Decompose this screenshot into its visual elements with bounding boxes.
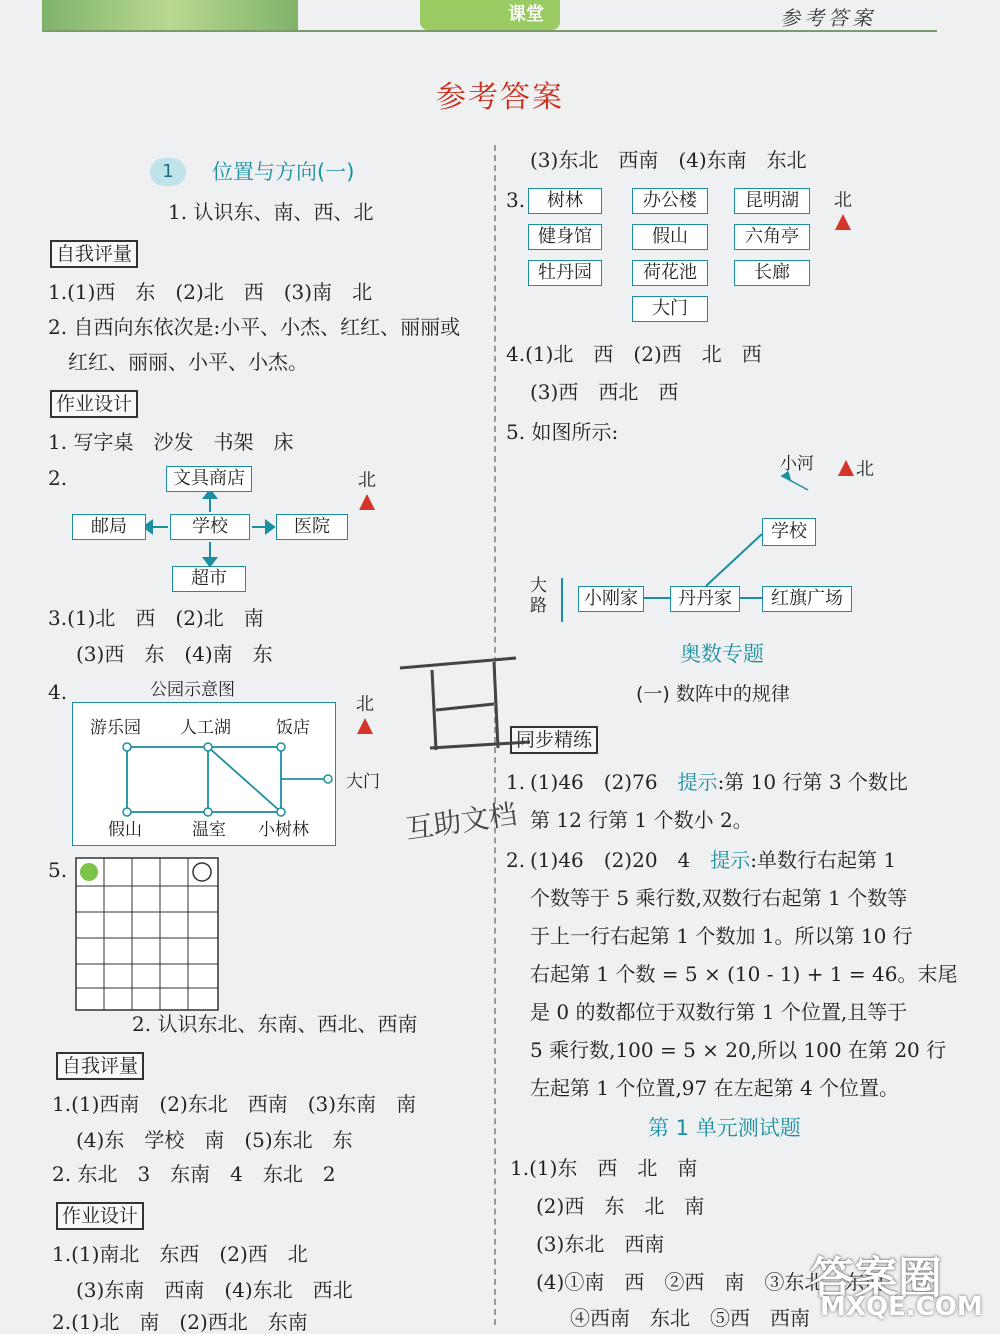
map2-box: 文具商店 bbox=[166, 466, 252, 492]
hint-label: 提示 bbox=[710, 848, 751, 872]
answer-line: 红红、丽丽、小平、小杰。 bbox=[68, 350, 308, 374]
header-right-title: 参考答案 bbox=[780, 6, 876, 30]
answer-line: 2.(1)北 南 (2)西北 东南 bbox=[52, 1310, 308, 1334]
section-box-label: 作业设计 bbox=[56, 1202, 144, 1230]
question-number: 1. bbox=[506, 770, 526, 794]
answer-line: 5 乘行数,100 = 5 × 20,所以 100 在第 20 行 bbox=[530, 1038, 947, 1062]
section-title: 2. 认识东北、东南、西北、西南 bbox=[132, 1012, 418, 1036]
brand-text: 课堂 bbox=[508, 4, 544, 25]
grid3-box: 长廊 bbox=[734, 260, 810, 286]
section-box-label: 同步精练 bbox=[510, 726, 598, 754]
section-box-label: 自我评量 bbox=[56, 1052, 144, 1080]
question-number: 5. bbox=[48, 858, 68, 882]
grid3-box: 健身馆 bbox=[528, 224, 602, 250]
grid3-box: 牡丹园 bbox=[528, 260, 602, 286]
answer-line: (4)东 学校 南 (5)东北 东 bbox=[76, 1128, 353, 1152]
map5-box: 学校 bbox=[762, 518, 816, 546]
question-number: 4. bbox=[48, 680, 68, 704]
answer-text: :第 10 行第 3 个数比 bbox=[717, 770, 908, 794]
answer-line: 是 0 的数都位于双数行第 1 个位置,且等于 bbox=[530, 1000, 908, 1024]
answer-line: 2. 东北 3 东南 4 东北 2 bbox=[52, 1162, 336, 1186]
map2-box: 医院 bbox=[276, 514, 348, 540]
answer-line: 于上一行右起第 1 个数加 1。所以第 10 行 bbox=[530, 924, 913, 948]
watermark-url: MXQE.COM bbox=[820, 1292, 983, 1322]
park-place: 人工湖 bbox=[180, 718, 231, 738]
question-number: 2. bbox=[506, 848, 526, 872]
answer-text: :单数行右起第 1 bbox=[750, 848, 897, 872]
park-caption: 公园示意图 bbox=[150, 680, 235, 700]
answer-text: (1)46 (2)76 bbox=[530, 770, 678, 794]
map2-box: 超市 bbox=[172, 566, 246, 592]
question-number: 2. bbox=[48, 466, 68, 490]
stamp-text: 互助文档 bbox=[403, 797, 519, 846]
map5-river: 小河 bbox=[780, 454, 814, 474]
north-label: 北 bbox=[358, 470, 376, 491]
park-place: 饭店 bbox=[276, 718, 310, 738]
grid3-box: 假山 bbox=[632, 224, 708, 250]
grid3-box: 树林 bbox=[528, 188, 602, 214]
answer-line: 1.(1)西 东 (2)北 西 (3)南 北 bbox=[48, 280, 373, 304]
answer-line: 左起第 1 个位置,97 在左起第 4 个位置。 bbox=[530, 1076, 900, 1100]
grid3-box: 大门 bbox=[632, 296, 708, 322]
answer-line: (3)东北 西南 bbox=[536, 1232, 665, 1256]
answer-line: 1.(1)东 西 北 南 bbox=[510, 1156, 698, 1180]
grid3-box: 荷花池 bbox=[632, 260, 708, 286]
olympiad-title: 奥数专题 bbox=[680, 642, 764, 666]
north-label: 北 bbox=[834, 190, 852, 211]
unit-badge: 1 bbox=[150, 158, 186, 186]
north-label: 北 bbox=[356, 694, 374, 715]
answer-line: 2. 自西向东依次是:小平、小杰、红红、丽丽或 bbox=[48, 315, 461, 339]
answer-line: (3)东南 西南 (4)东北 西北 bbox=[76, 1278, 353, 1302]
hint-label: 提示 bbox=[677, 770, 718, 794]
answer-line: 3.(1)北 西 (2)北 南 bbox=[48, 606, 264, 630]
answer-line: (3)东北 西南 (4)东南 东北 bbox=[530, 148, 807, 172]
park-gate: 大门 bbox=[346, 772, 380, 792]
answer-line: 4.(1)北 西 (2)西 北 西 bbox=[506, 342, 762, 366]
watermark-logo: 答案圈 bbox=[810, 1253, 942, 1304]
park-place: 假山 bbox=[108, 820, 142, 840]
page-title: 参考答案 bbox=[436, 80, 564, 115]
unit-title: 位置与方向(一) bbox=[212, 160, 355, 184]
answer-line: (3)西 西北 西 bbox=[530, 380, 679, 404]
answer-line: 1. 写字桌 沙发 书架 床 bbox=[48, 430, 294, 454]
park-place: 温室 bbox=[192, 820, 226, 840]
map5-box: 小刚家 bbox=[578, 586, 644, 612]
answer-line: 右起第 1 个数 = 5 × (10 - 1) + 1 = 46。末尾 bbox=[530, 962, 958, 986]
grid3-box: 昆明湖 bbox=[734, 188, 810, 214]
answer-line: 个数等于 5 乘行数,双数行右起第 1 个数等 bbox=[530, 886, 908, 910]
question-number: 3. bbox=[506, 188, 526, 212]
section-box-label: 作业设计 bbox=[50, 390, 138, 418]
park-place: 小树林 bbox=[258, 820, 309, 840]
grid3-box: 办公楼 bbox=[632, 188, 708, 214]
answer-line: ④西南 东北 ⑤西 西南 bbox=[570, 1306, 810, 1330]
answer-line: (2)西 东 北 南 bbox=[536, 1194, 705, 1218]
map5-road: 大路 bbox=[530, 576, 547, 616]
north-label: 北 bbox=[856, 459, 874, 480]
section-box-label: 自我评量 bbox=[50, 240, 138, 268]
answer-line: 1.(1)南北 东西 (2)西 北 bbox=[52, 1242, 308, 1266]
grid3-box: 六角亭 bbox=[734, 224, 810, 250]
test-title: 第 1 单元测试题 bbox=[648, 1116, 801, 1140]
map5-box: 丹丹家 bbox=[670, 586, 740, 612]
answer-line: 1.(1)西南 (2)东北 西南 (3)东南 南 bbox=[52, 1092, 417, 1116]
answer-line: 第 12 行第 1 个数小 2。 bbox=[530, 808, 753, 832]
park-place: 游乐园 bbox=[90, 718, 141, 738]
map5-box: 红旗广场 bbox=[762, 586, 852, 612]
answer-line: (3)西 东 (4)南 东 bbox=[76, 642, 273, 666]
map2-box: 学校 bbox=[170, 514, 250, 540]
section-title: 1. 认识东、南、西、北 bbox=[168, 200, 374, 224]
olympiad-subtitle: (一) 数阵中的规律 bbox=[636, 683, 790, 705]
answer-line: 5. 如图所示: bbox=[506, 420, 619, 444]
map2-box: 邮局 bbox=[72, 514, 146, 540]
answer-line: (4)①南 西 ②西 南 ③东北 东南 bbox=[536, 1270, 885, 1294]
answer-text: (1)46 (2)20 4 bbox=[530, 848, 711, 872]
